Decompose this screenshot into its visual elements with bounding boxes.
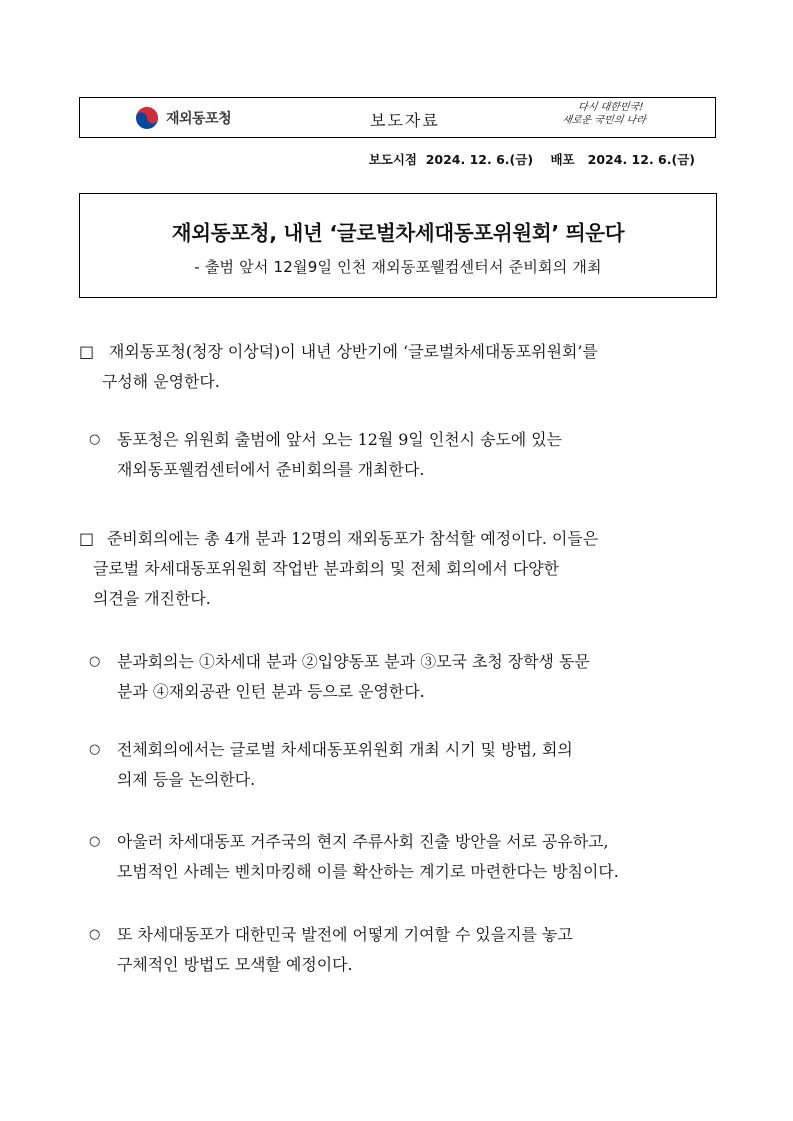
paragraph-6-line-2: 모범적인 사례는 벤치마킹해 이를 확산하는 계기로 마련한다는 방침이다. [117, 862, 619, 881]
paragraph-2-line-1: 동포청은 위원회 출범에 앞서 오는 12월 9일 인천시 송도에 있는 [117, 430, 563, 449]
slogan [561, 101, 648, 127]
paragraph-6-line-1: 아울러 차세대동포 거주국의 현지 주류사회 진출 방안을 서로 공유하고, [117, 832, 609, 851]
release-date-line: 보도시점 2024. 12. 6.(금) 배포 2024. 12. 6.(금) [368, 152, 695, 167]
agency-name: 재외동포청 [166, 111, 232, 127]
paragraph-2-line-2: 재외동포웰컴센터에서 준비회의를 개최한다. [117, 460, 425, 479]
circle-bullet-icon: ○ [89, 927, 101, 942]
paragraph-3-line-1: 준비회의에는 총 4개 분과 12명의 재외동포가 참석할 예정이다. 이들은 [107, 529, 599, 548]
paragraph-1 [79, 337, 719, 397]
paragraph-7-line-2: 구체적인 방법도 모색할 예정이다. [117, 955, 353, 974]
doc-type-label: 보도자료 [370, 111, 440, 130]
paragraph-3-line-3: 의견을 개진한다. [93, 589, 211, 608]
paragraph-3 [79, 524, 719, 614]
paragraph-1-line-1: 재외동포청(청장 이상덕)이 내년 상반기에 ‘글로벌차세대동포위원회’를 [109, 342, 598, 361]
paragraph-7 [89, 920, 719, 980]
paragraph-1-line-2: 구성해 운영한다. [102, 372, 220, 391]
slogan-line-1: 다시 대한민국! [577, 102, 644, 113]
taegeuk-logo-icon [135, 106, 159, 130]
circle-bullet-icon: ○ [89, 834, 101, 849]
circle-bullet-icon: ○ [89, 742, 101, 757]
page-subtitle: - 출범 앞서 12월9일 인천 재외동포웰컴센터서 준비회의 개최 [194, 258, 602, 276]
paragraph-5-line-2: 의제 등을 논의한다. [117, 770, 256, 789]
page-title: 재외동포청, 내년 ‘글로벌차세대동포위원회’ 띄운다 [171, 221, 625, 245]
paragraph-6 [89, 827, 719, 887]
circle-bullet-icon: ○ [89, 654, 101, 669]
title-box [79, 193, 717, 298]
paragraph-5 [89, 735, 719, 795]
slogan-line-2: 새로운 국민의 나라 [561, 115, 647, 126]
paragraph-5-line-1: 전체회의에서는 글로벌 차세대동포위원회 개최 시기 및 방법, 회의 [117, 740, 573, 759]
paragraph-4-line-2: 분과 ④재외공관 인턴 분과 등으로 운영한다. [117, 682, 425, 701]
square-bullet-icon: □ [79, 342, 95, 361]
paragraph-3-line-2: 글로벌 차세대동포위원회 작업반 분과회의 및 전체 회의에서 다양한 [93, 559, 560, 578]
paragraph-4 [89, 647, 719, 707]
agency-logo [135, 106, 231, 130]
circle-bullet-icon: ○ [89, 432, 101, 447]
paragraph-4-line-1: 분과회의는 ①차세대 분과 ②입양동포 분과 ③모국 초청 장학생 동문 [117, 652, 590, 671]
square-bullet-icon: □ [79, 529, 95, 548]
paragraph-7-line-1: 또 차세대동포가 대한민국 발전에 어떻게 기여할 수 있을지를 놓고 [117, 925, 573, 944]
header-box [79, 97, 716, 138]
paragraph-2 [89, 425, 719, 485]
